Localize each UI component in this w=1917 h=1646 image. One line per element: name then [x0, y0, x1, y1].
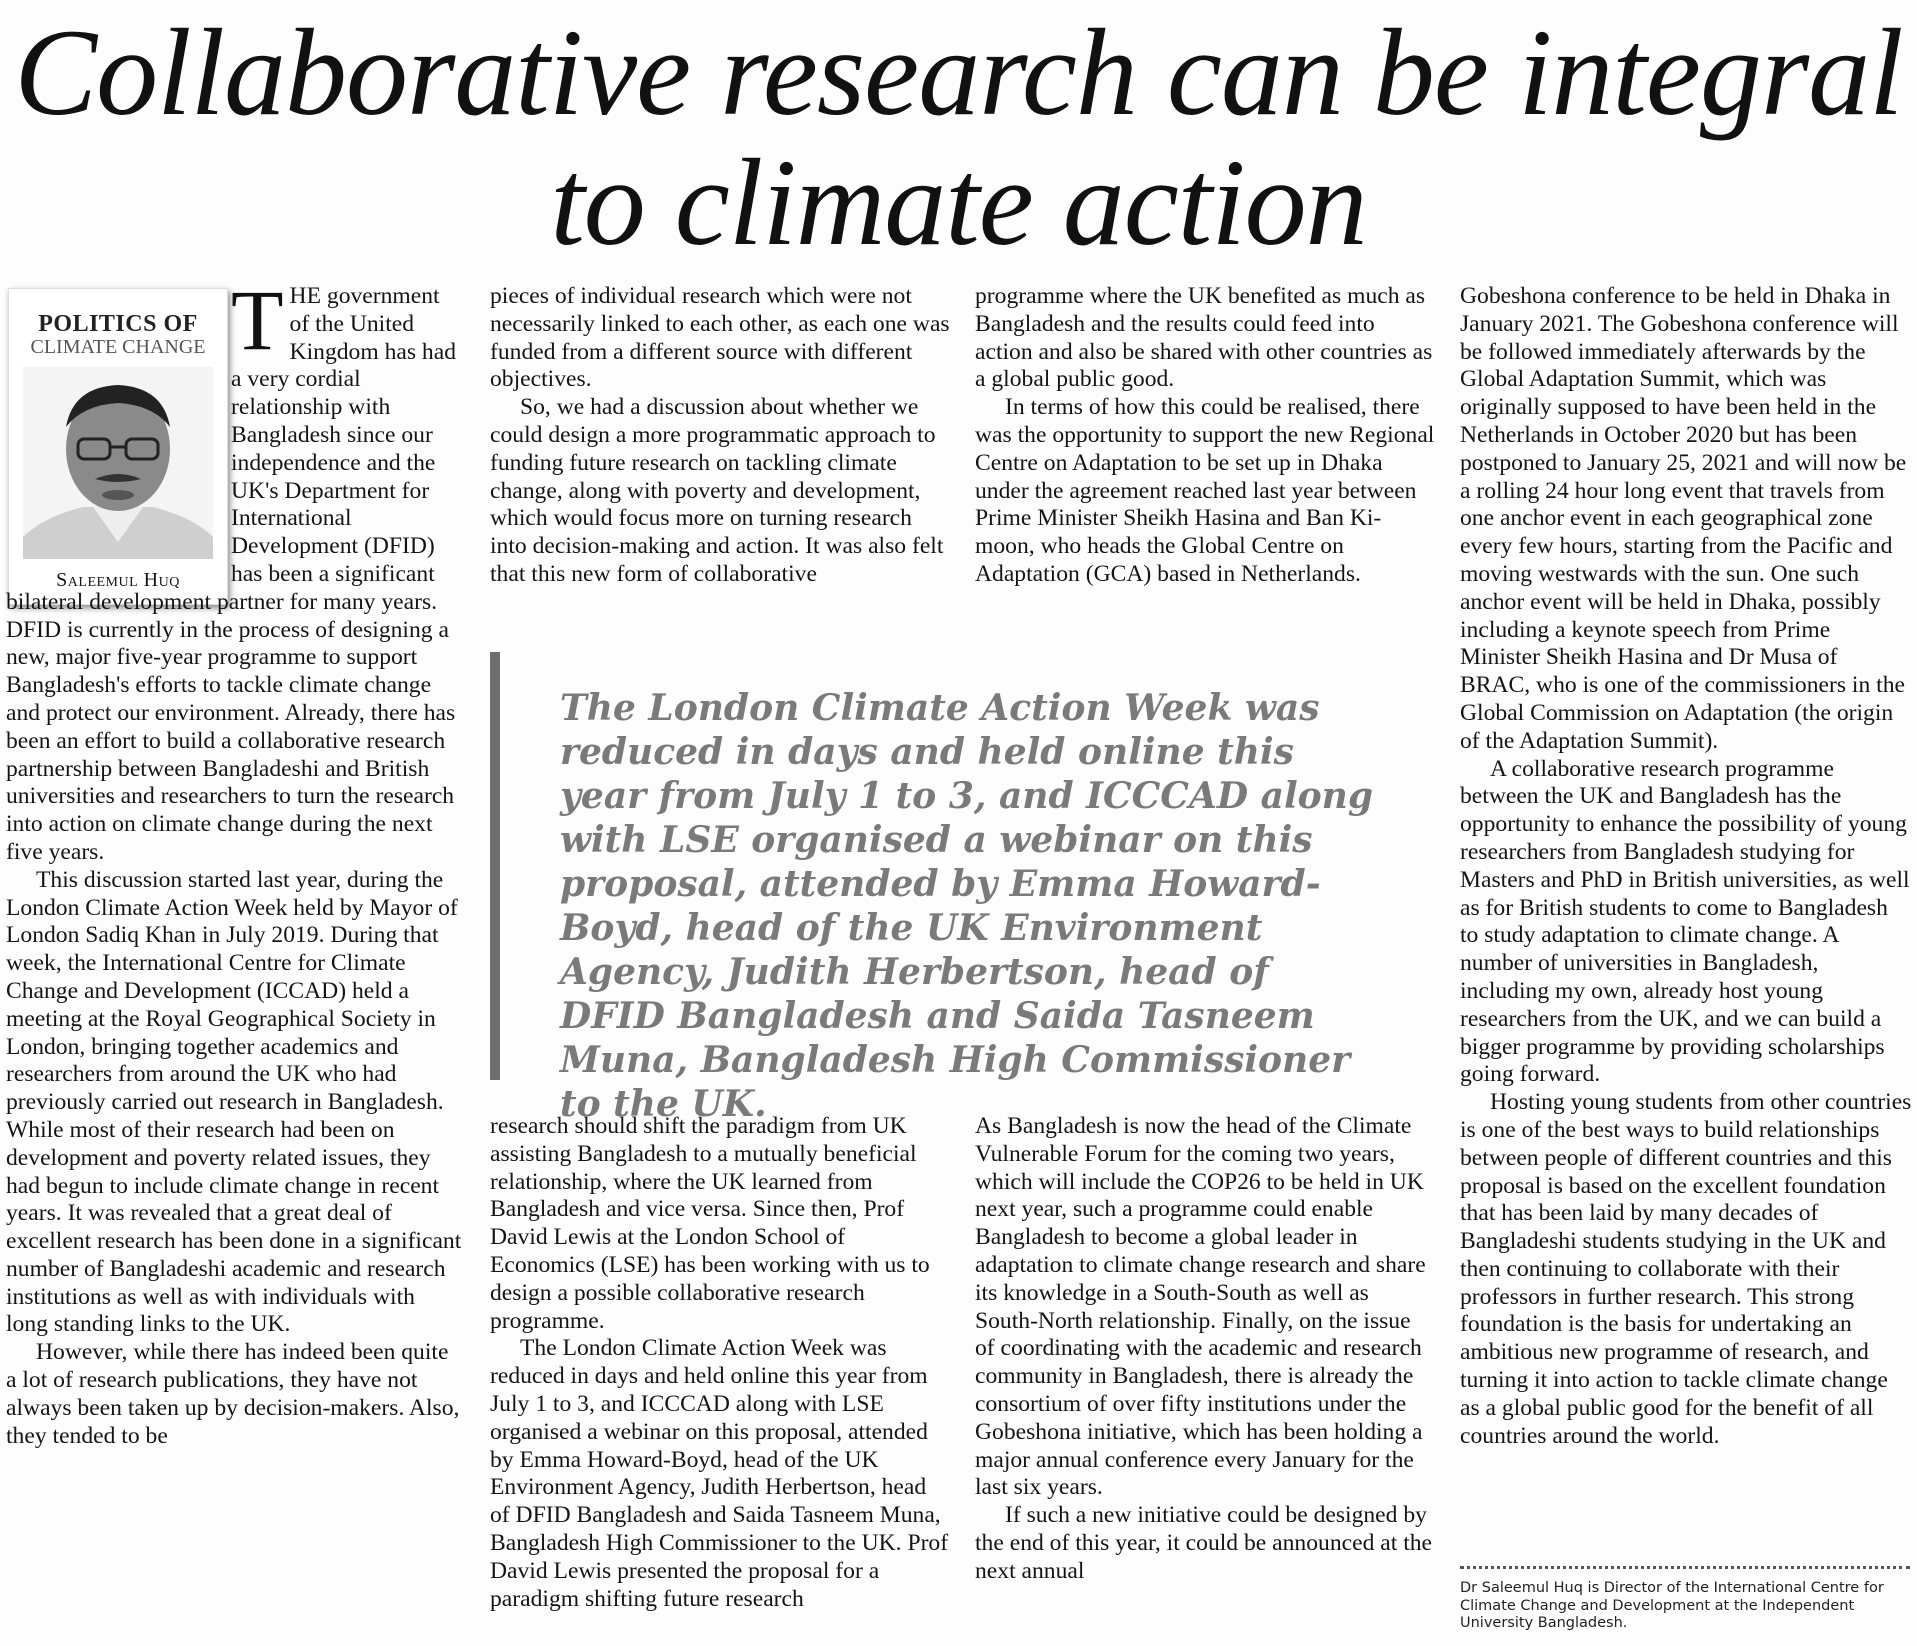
col3-bottom-paragraph-1: As Bangladesh is now the head of the Climate Vulnerable Forum for the coming two years, which will include the COP26 to be held in UK next year, such a programme could enable Bangladesh to become a global leader in adaptation to climate change research and share its knowledge in a South-South as well as South-North relationship. Finally, on the issue of coordinating with the academic and research community in Bangladesh, there is already the consortium of over fifty institutions under the Gobeshona initiative, which has been holding a major annual conference every January for the last six years. [975, 1113, 1426, 1501]
col2-top-paragraph-1: pieces of individual research which were not necessarily linked to each other, as each one was funded from a different source with different objectives. [490, 283, 950, 393]
author-bio: Dr Saleemul Huq is Director of the International Centre for Climate Change and Development at the Independent University Bangladesh. [1460, 1580, 1884, 1631]
col3-top-paragraph-2: In terms of how this could be realised, there was the opportunity to support the new Regional Centre on Adaptation to be set up in Dhaka under the agreement reached last year between Prime Minister Sheikh Hasina and Ban Ki-moon, who heads the Global Centre on Adaptation (GCA) based in Netherlands. [975, 394, 1435, 587]
drop-cap: T [231, 272, 284, 368]
column-3-bottom [975, 1113, 1435, 1586]
col3-bottom-paragraph-2: If such a new initiative could be designed by the end of this year, it could be announced at the next annual [975, 1502, 1433, 1584]
headline: Collaborative research can be integral to climate action [14, 4, 1903, 271]
col4-paragraph-3: Hosting young students from other countries is one of the best ways to build relationships between people of different countries and this proposal is based on the excellent foundation that has been laid by many decades of Bangladeshi students studying in the UK and then continuing to collaborate with their professors in further research. This strong foundation is the basis for undertaking an ambitious new programme of research, and turning it into action to tackle climate change as a global public good for the benefit of all countries around the world. [1460, 1089, 1912, 1449]
col3-top-paragraph-1: programme where the UK benefited as much as Bangladesh and the results could feed into action and also be shared with other countries as a global public good. [975, 283, 1433, 393]
column-1 [6, 272, 462, 1643]
col2-bottom-paragraph-1: research should shift the paradigm from UK assisting Bangladesh to a mutually beneficial relationship, where the UK learned from Bangladesh and vice versa. Since then, Prof David Lewis at the London School of Economics (LSE) has been working with us to design a possible collaborative research programme. [490, 1113, 930, 1334]
column-3-top [975, 283, 1435, 589]
column-2-bottom [490, 1113, 950, 1613]
col1-paragraph-1: THE government of the United Kingdom has had a very cordial relationship with Bangladesh since our independence and the UK's Department for International Development (DFID) has been a significant bilateral development partner for many years. DFID is currently in the process of designing a new, major five-year programme to support Bangladesh's efforts to tackle climate change and protect our environment. Already, there has been an effort to build a collaborative research partnership between Bangladeshi and British universities and researchers to turn the research into action on climate change during the next five years. [6, 272, 456, 865]
column-4 [1460, 283, 1912, 1450]
col1-paragraph-3: However, while there has indeed been quite a lot of research publications, they have not always been taken up by decision-makers. Also, they tended to be [6, 1339, 460, 1449]
col1-paragraph-2: This discussion started last year, during the London Climate Action Week held by Mayor of London Sadiq Khan in July 2019. During that week, the International Centre for Climate Change and Development (ICCAD) held a meeting at the Royal Geographical Society in London, bringing together academics and researchers from around the UK who had previously carried out research in Bangladesh. While most of their research had been on development and poverty related issues, they had begun to include climate change in recent years. It was revealed that a great deal of excellent research has been done in a significant number of Bangladeshi academic and research institutions as well as with individuals with long standing links to the UK. [6, 866, 462, 1338]
col2-bottom-paragraph-2: The London Climate Action Week was reduced in days and held online this year from July 1 to 3, and ICCCAD along with LSE organised a webinar on this proposal, attended by Emma Howard-Boyd, head of the UK Environment Agency, Judith Herbertson, head of DFID Bangladesh and Saida Tasneem Muna, Bangladesh High Commissioner to the UK. Prof David Lewis presented the proposal for a paradigm shifting future research [490, 1335, 949, 1612]
pull-quote-text: The London Climate Action Week was reduced in days and held online this year from July 1 to 3, and ICCCAD along with LSE organised a webinar on this proposal, attended by Emma Howard-Boyd, head of the UK Environment Agency, Judith Herbertson, head of DFID Bangladesh and Saida Tasneem Muna, Bangladesh High Commissioner to the UK. [560, 687, 1373, 1125]
byline-spacer [6, 283, 231, 588]
author-name: Saleemul Huq [56, 569, 180, 591]
column-title: POLITICS OF [38, 311, 198, 337]
column-subtitle: CLIMATE CHANGE [30, 336, 206, 358]
col4-paragraph-1: Gobeshona conference to be held in Dhaka in January 2021. The Gobeshona conference will be followed immediately afterwards by the Global Adaptation Summit, which was originally supposed to have been held in the Netherlands in October 2020 but has been postponed to January 25, 2021 and will now be a rolling 24 hour long event that travels from one anchor event in each geographical zone every few hours, starting from the Pacific and moving westwards with the sun. One such anchor event will be held in Dhaka, possibly including a keynote speech from Prime Minister Sheikh Hasina and Dr Musa of BRAC, who is one of the commissioners in the Global Commission on Adaptation (the origin of the Adaptation Summit). [1460, 283, 1907, 754]
column-2-top [490, 283, 950, 589]
col4-paragraph-2: A collaborative research programme between the UK and Bangladesh has the opportunity to enhance the possibility of young researchers from Bangladesh studying for Masters and PhD in British universities, as well as for British students to come to Bangladesh to study adaptation to climate change. A number of universities in Bangladesh, including my own, already host young researchers from the UK, and we can build a bigger programme by providing scholarships going forward. [1460, 755, 1910, 1088]
bio-divider [1460, 1566, 1910, 1569]
col2-top-paragraph-2: So, we had a discussion about whether we could design a more programmatic approach to funding future research on tackling climate change, along with poverty and development, which would focus more on turning research into decision-making and action. It was also felt that this new form of collaborative [490, 394, 944, 587]
pull-quote [490, 652, 1380, 1125]
